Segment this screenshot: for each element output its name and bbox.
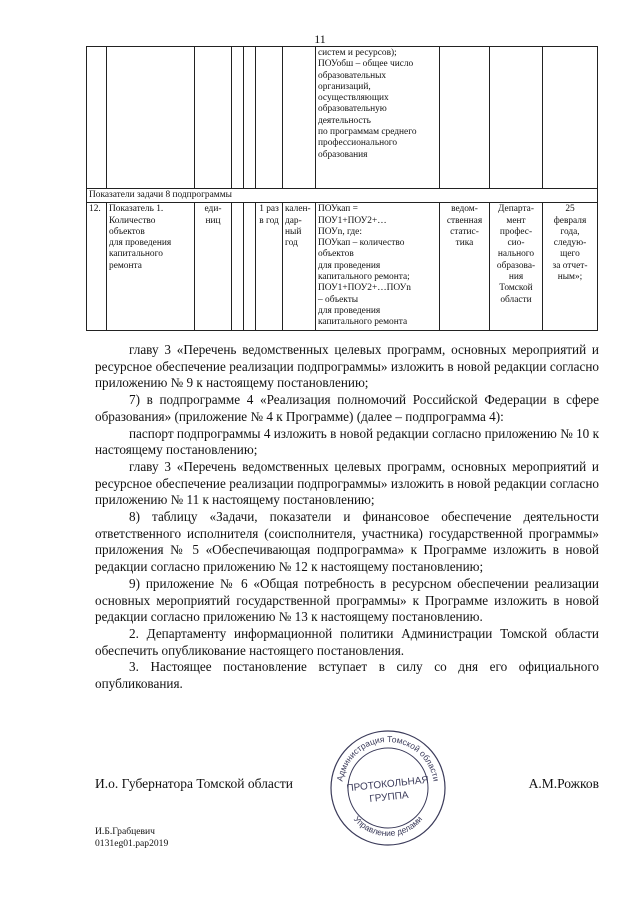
- cell-line: статис-: [450, 226, 479, 237]
- unit-cell: [195, 203, 232, 330]
- signatory-name: А.М.Рожков: [528, 776, 599, 791]
- responsible-cell: [490, 203, 543, 330]
- cell-line: кален-: [285, 204, 311, 215]
- cell-line: объектов: [318, 249, 354, 260]
- cell-line: – объекты: [318, 294, 359, 305]
- stamp-outer-bottom-text: Управление делами: [351, 813, 425, 839]
- stamp-center-line2: ГРУППА: [368, 789, 410, 805]
- table-section-heading-row: [87, 189, 598, 203]
- cell-line: осуществляющих: [318, 93, 389, 104]
- cell-line: капитального ремонта: [318, 317, 408, 328]
- source-cell: [440, 203, 490, 330]
- frequency-cell: [256, 203, 283, 330]
- cell-line: Показатель 1.: [109, 204, 164, 215]
- cell-line: сио-: [507, 238, 525, 249]
- cell-line: ПОУn, где:: [318, 226, 362, 237]
- indicator-cell: [107, 203, 195, 330]
- cell-line: ремонта: [109, 260, 142, 271]
- cell-line: ПОУкап =: [318, 204, 358, 215]
- paragraph: 8) таблицу «Задачи, показатели и финансовое обеспечение деятельности ответственного исполнителя (соисполнителя, участника) государственной программы» приложения № 5 «Обеспечивающая подпрограмма» к Программе изложить в новой редакции согласно приложению № 12 к настоящему постановлению;: [95, 509, 599, 575]
- cell-line: год: [285, 238, 298, 249]
- cell-line: ведом-: [451, 204, 478, 215]
- cell-line: ный: [285, 226, 302, 237]
- cell-line: для проведения: [318, 260, 381, 271]
- stamp-center-line1: ПРОТОКОЛЬНАЯ: [346, 774, 430, 795]
- cell-line: по программам среднего: [318, 127, 417, 138]
- cell-line: объектов: [109, 226, 145, 237]
- svg-text:Управление делами: [352, 814, 424, 838]
- cell-line: для проведения: [318, 305, 381, 316]
- cell-line: организаций,: [318, 81, 371, 92]
- file-code: 0131eg01.pap2019: [95, 837, 169, 849]
- cell-line: в год: [259, 215, 279, 226]
- paragraph: 7) в подпрограмме 4 «Реализация полномочий Российской Федерации в сфере образования» (приложение № 4 к Программе) (далее – подпрограмма 4):: [95, 392, 599, 424]
- paragraph: 9) приложение № 6 «Общая потребность в ресурсном обеспечении реализации основных мероприятий государственной программы» к Программе изложить в новой редакции согласно приложению № 13 к настоящему постановлению.: [95, 575, 599, 625]
- paragraph: 2. Департаменту информационной политики Администрации Томской области обеспечить опубликование настоящего постановления.: [95, 625, 599, 658]
- cell-line: следую-: [553, 238, 587, 249]
- section-heading: Показатели задачи 8 подпрограммы: [87, 189, 598, 203]
- cell-line: за отчет-: [552, 260, 588, 271]
- stamp-outer-top-text: Администрация Томской области: [334, 733, 442, 783]
- paragraph: паспорт подпрограммы 4 изложить в новой редакции согласно приложению № 10 к настоящему постановлению;: [95, 425, 599, 458]
- formula-cell-continuation: [316, 47, 440, 189]
- cell-line: года,: [560, 226, 580, 237]
- cell-line: февраля: [553, 215, 587, 226]
- cell-line: Томской: [499, 283, 533, 294]
- deadline-cell: [543, 203, 598, 330]
- table-row-continuation: [87, 47, 598, 189]
- cell-line: ПОУобш – общее число: [318, 59, 414, 70]
- cell-line: тика: [455, 238, 474, 249]
- cell-line: 1 раз: [259, 204, 279, 215]
- paragraph: 3. Настоящее постановление вступает в силу со дня его официального опубликования.: [95, 659, 599, 692]
- cell-line: для проведения: [109, 238, 172, 249]
- row-number: 12.: [87, 203, 107, 330]
- indicators-table: [86, 46, 598, 331]
- footer-note: [95, 826, 168, 849]
- cell-line: 25: [565, 204, 575, 215]
- cell-line: ственная: [446, 215, 483, 226]
- cell-line: области: [500, 294, 532, 305]
- cell-line: ПОУ1+ПОУ2+…ПОУn: [318, 283, 411, 294]
- cell-line: Количество: [109, 215, 156, 226]
- cell-line: Департа-: [498, 204, 534, 215]
- cell-line: профес-: [499, 226, 533, 237]
- paragraph: главу 3 «Перечень ведомственных целевых программ, основных мероприятий и ресурсное обеспечение реализации подпрограммы» изложить в новой редакции согласно приложению № 9 к настоящему постановлению;: [95, 342, 599, 391]
- cell-line: мент: [506, 215, 526, 226]
- resolution-body: [95, 342, 599, 693]
- cell-line: образовательных: [318, 70, 387, 81]
- official-stamp: [328, 728, 448, 848]
- period-cell: [283, 203, 316, 330]
- cell-line: капитального ремонта;: [318, 272, 410, 283]
- table-row-12: [87, 203, 598, 330]
- formula-cell: [316, 203, 440, 330]
- paragraph: главу 3 «Перечень ведомственных целевых программ, основных мероприятий и ресурсное обеспечение реализации подпрограммы» изложить в новой редакции согласно приложению № 11 к настоящему постановлению;: [95, 458, 599, 508]
- page-number: 11: [314, 32, 326, 46]
- cell-line: дар-: [285, 215, 302, 226]
- cell-line: ПОУ1+ПОУ2+…: [318, 215, 387, 226]
- cell-line: ния: [508, 272, 524, 283]
- cell-line: систем и ресурсов);: [318, 48, 397, 58]
- cell-line: профессионального: [318, 138, 398, 149]
- cell-line: капитального: [109, 249, 163, 260]
- cell-line: нального: [497, 249, 535, 260]
- cell-line: образования: [318, 149, 368, 160]
- cell-line: щего: [560, 249, 580, 260]
- cell-line: деятельность: [318, 115, 371, 126]
- cell-line: ПОУкап – количество: [318, 238, 405, 249]
- cell-line: ным»;: [557, 272, 583, 283]
- cell-line: образовательную: [318, 104, 387, 115]
- cell-line: образова-: [496, 260, 536, 271]
- executor-name: И.Б.Грабцевич: [95, 826, 155, 837]
- cell-line: еди-: [204, 204, 222, 215]
- signatory-title: И.о. Губернатора Томской области: [95, 776, 293, 791]
- cell-line: ниц: [205, 215, 221, 226]
